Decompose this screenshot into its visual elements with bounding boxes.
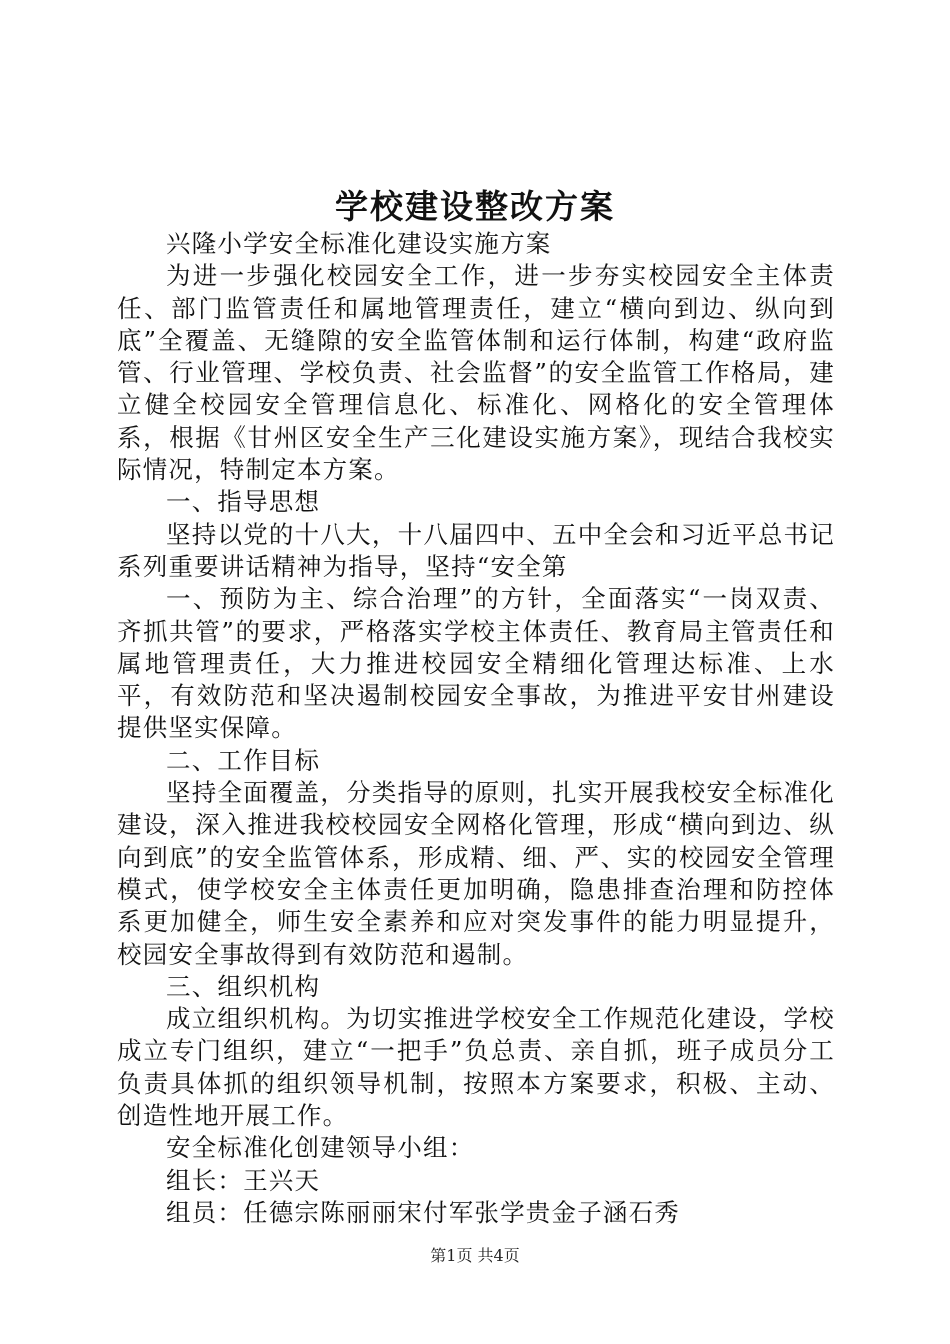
guiding-ideology-continuation-paragraph: 一、预防为主、综合治理”的方针，全面落实“一岗双责、齐抓共管”的要求，严格落实学校主体责任、教育局主管责任和属地管理责任，大力推进校园安全精细化管理达标准、上水平，有效防范和坚决遏制校园安全事故，为推进平安甘州建设提供坚实保障。 xyxy=(117,584,835,743)
document-body xyxy=(117,228,835,1229)
work-goals-paragraph: 坚持全面覆盖，分类指导的原则，扎实开展我校安全标准化建设，深入推进我校校园安全网格化管理，形成“横向到边、纵向到底”的安全监管体系，形成精、细、严、实的校园安全管理模式，使学校安全主体责任更加明确，隐患排查治理和防控体系更加健全，师生安全素养和应对突发事件的能力明显提升，校园安全事故得到有效防范和遏制。 xyxy=(117,778,835,969)
section-heading-organization: 三、组织机构 xyxy=(166,971,321,1001)
page-number-footer: 第1页 共4页 xyxy=(430,1246,520,1265)
intro-paragraph: 为进一步强化校园安全工作，进一步夯实校园安全主体责任、部门监管责任和属地管理责任，建立“横向到边、纵向到底”全覆盖、无缝隙的安全监管体制和运行体制，构建“政府监管、行业管理、学校负责、社会监督”的安全监管工作格局，建立健全校园安全管理信息化、标准化、网格化的安全管理体系，根据《甘州区安全生产三化建设实施方案》，现结合我校实际情况，特制定本方案。 xyxy=(117,261,835,485)
guiding-ideology-paragraph: 坚持以党的十八大，十八届四中、五中全会和习近平总书记系列重要讲话精神为指导，坚持“安全第 xyxy=(117,519,835,581)
organization-paragraph: 成立组织机构。为切实推进学校安全工作规范化建设，学校成立专门组织，建立“一把手”负总责、亲自抓，班子成员分工负责具体抓的组织领导机制，按照本方案要求，积极、主动、创造性地开展工作。 xyxy=(117,1004,835,1131)
leadership-group-label: 安全标准化创建领导小组： xyxy=(166,1133,475,1163)
group-members-line: 组员：任德宗陈丽丽宋付军张学贵金子涵石秀 xyxy=(166,1197,680,1227)
section-heading-guiding-ideology: 一、指导思想 xyxy=(166,487,321,517)
section-heading-work-goals: 二、工作目标 xyxy=(166,745,321,775)
document-title: 学校建设整改方案 xyxy=(335,187,615,226)
subtitle-paragraph: 兴隆小学安全标准化建设实施方案 xyxy=(166,229,552,258)
group-leader-line: 组长：王兴天 xyxy=(166,1165,321,1195)
